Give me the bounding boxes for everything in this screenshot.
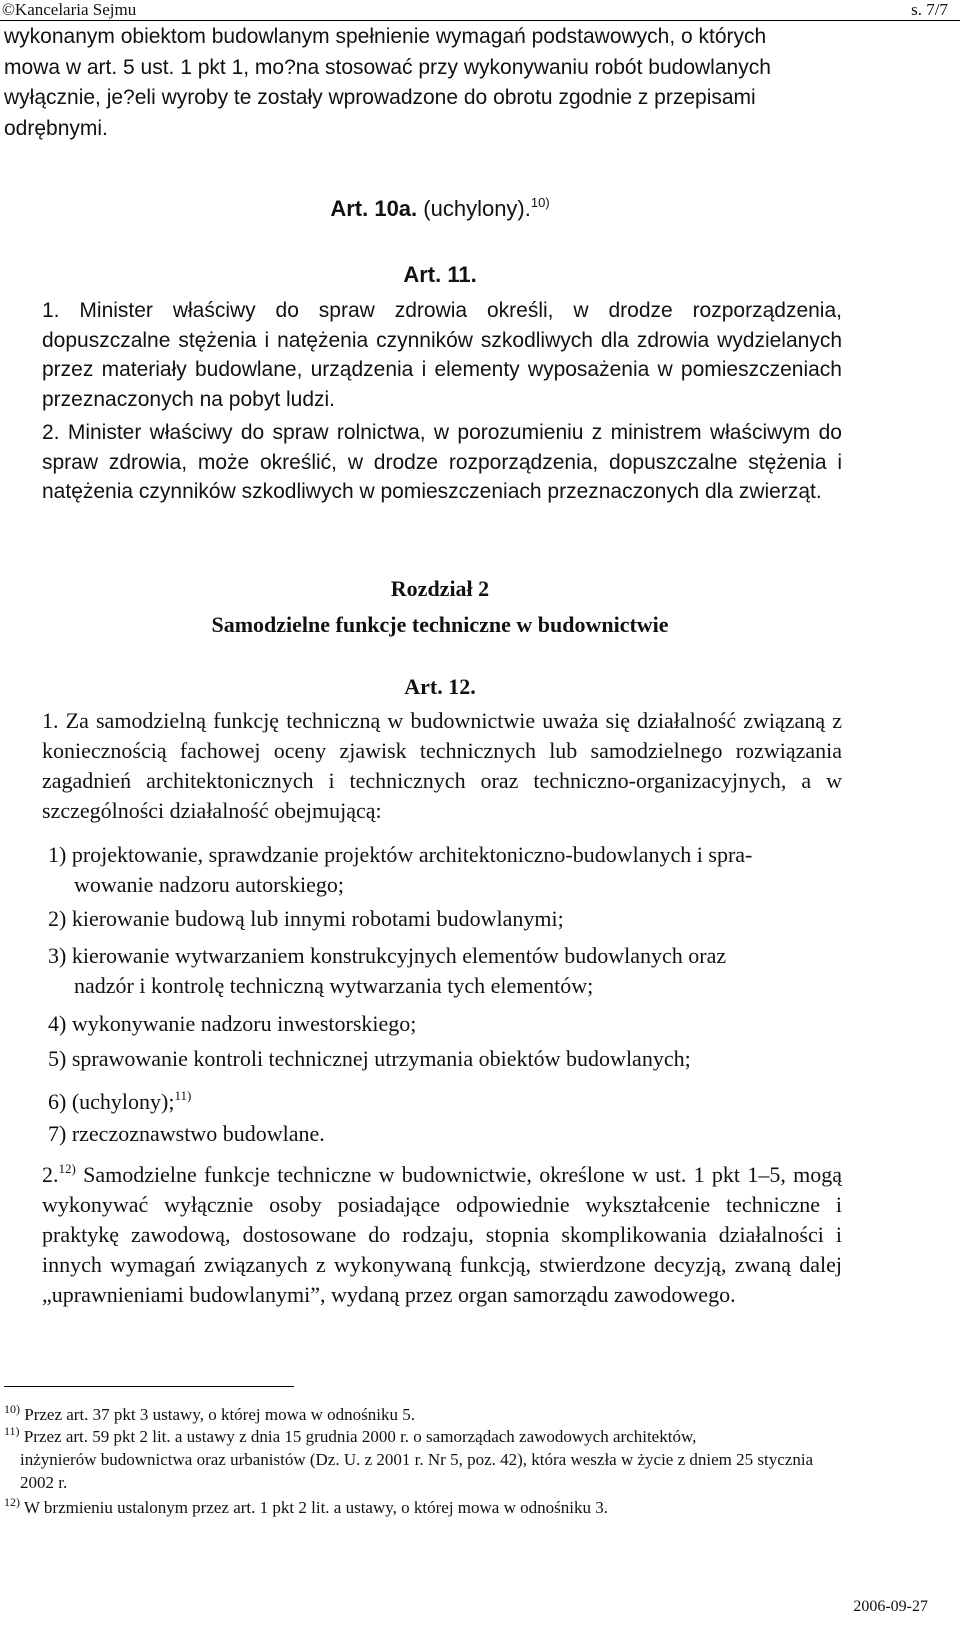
intro-paragraph: wykonanym obiektom budowlanym spełnienie wymagań podstawowych, o których mowa w art. 5 ust. 1 pkt 1, mo?na stosować przy wykonywaniu robót budowlanych wyłącznie, je?eli wyroby te zostały wprowadzone do obrotu zgodnie z przepisami odrębnymi. <box>4 25 771 140</box>
footnote-number: 12) <box>4 1495 20 1509</box>
list-item-head: 3) kierowanie wytwarzaniem konstrukcyjnych elementów budowlanych oraz <box>48 943 727 968</box>
header-source: ©Kancelaria Sejmu <box>2 0 137 19</box>
footnote-continuation: inżynierów budownictwa oraz urbanistów (Dz. U. z 2001 r. Nr 5, poz. 42), która weszła w życie z dniem 25 stycznia 2002 r. <box>20 1450 814 1492</box>
list-item <box>48 1009 840 1039</box>
list-item <box>48 840 840 900</box>
chapter-number: Rozdział 2 <box>390 576 490 601</box>
list-item-head: 5) sprawowanie kontroli technicznej utrzymania obiektów budowlanych; <box>48 1046 691 1071</box>
art-10a-footnote-ref[interactable]: 10) <box>530 195 550 210</box>
art-12-p2-number: 2. <box>42 1162 59 1187</box>
list-item-head: 1) projektowanie, sprawdzanie projektów architektoniczno-budowlanych i spra- <box>48 842 753 867</box>
list-item <box>48 904 840 934</box>
footnote-text: Przez art. 59 pkt 2 lit. a ustawy z dnia 15 grudnia 2000 r. o samorządach zawodowych architektów, <box>19 1427 697 1446</box>
footnote-text: W brzmieniu ustalonym przez art. 1 pkt 2 lit. a ustawy, o której mowa w odnośniku 3. <box>20 1498 608 1517</box>
art-12-heading: Art. 12. <box>404 674 476 699</box>
list-item-head: 7) rzeczoznawstwo budowlane. <box>48 1121 325 1146</box>
footnote-separator <box>4 1386 294 1387</box>
list-item <box>48 1081 840 1117</box>
footer-date: 2006-09-27 <box>853 1598 928 1615</box>
list-item <box>48 1119 840 1149</box>
header-page-number: s. 7/7 <box>911 0 948 19</box>
art-11-label: Art. 11. <box>403 262 477 287</box>
footnote-number: 11) <box>4 1424 20 1438</box>
header-rule <box>0 20 960 21</box>
list-item-continuation: wowanie nadzoru autorskiego; <box>74 872 345 897</box>
art-10a-heading <box>0 195 880 222</box>
art-12-p2-footnote-ref[interactable]: 12) <box>58 1161 76 1176</box>
footnote-11 <box>4 1420 840 1494</box>
art-10a-text: (uchylony). <box>417 196 531 221</box>
art-11-paragraph-1: 1. Minister właściwy do spraw zdrowia określi, w drodze rozporządzenia, dopuszczalne stężenia i natężenia czynników szkodliwych dla zdrowia wydzielanych przez materiały budowlane, urządzenia i elementy wyposażenia w pomieszczeniach przeznaczonych na pobyt ludzi. <box>42 299 842 411</box>
item-6-footnote-ref[interactable]: 11) <box>174 1088 192 1103</box>
list-item-head: 6) (uchylony); <box>48 1089 175 1114</box>
art-11-paragraph-2: 2. Minister właściwy do spraw rolnictwa, w porozumieniu z ministrem właściwym do spraw zdrowia, może określić, w drodze rozporządzenia, dopuszczalne stężenia i natężenia czynników szkodliwych w pomieszczeniach przeznaczonych dla zwierząt. <box>42 421 842 503</box>
art-12-p2-text: Samodzielne funkcje techniczne w budownictwie, określone w ust. 1 pkt 1–5, mogą wykonywać wyłącznie osoby posiadające odpowiednie wykształcenie techniczne i praktykę zawodową, dostosowane do rodzaju, stopnia skomplikowania działalności i innych wymagań związanych z wykonywaną funkcją, stwierdzone decyzją, zwaną dalej „uprawnieniami budowlanymi”, wydaną przez organ samorządu zawodowego. <box>42 1162 842 1307</box>
list-item-head: 4) wykonywanie nadzoru inwestorskiego; <box>48 1011 417 1036</box>
footnote-number: 10) <box>4 1402 20 1416</box>
art-12-paragraph-1: 1. Za samodzielną funkcję techniczną w budownictwie uważa się działalność związaną z koniecznością fachowej oceny zjawisk technicznych lub samodzielnego rozwiązania zagadnień architektonicznych i technicznych oraz techniczno-organizacyjnych, a w szczególności działalność obejmującą: <box>42 708 842 823</box>
art-11-heading <box>0 262 880 288</box>
list-item-head: 2) kierowanie budową lub innymi robotami budowlanymi; <box>48 906 564 931</box>
footnote-12 <box>4 1491 840 1519</box>
footnote-text: Przez art. 37 pkt 3 ustawy, o której mowa w odnośniku 5. <box>20 1405 416 1424</box>
art-12-paragraph-2 <box>42 1154 842 1310</box>
list-item <box>48 941 840 1001</box>
chapter-title: Samodzielne funkcje techniczne w budownictwie <box>211 612 669 637</box>
list-item-continuation: nadzór i kontrolę techniczną wytwarzania tych elementów; <box>74 973 594 998</box>
list-item <box>48 1044 840 1074</box>
art-10a-label: Art. 10a. <box>330 196 418 221</box>
